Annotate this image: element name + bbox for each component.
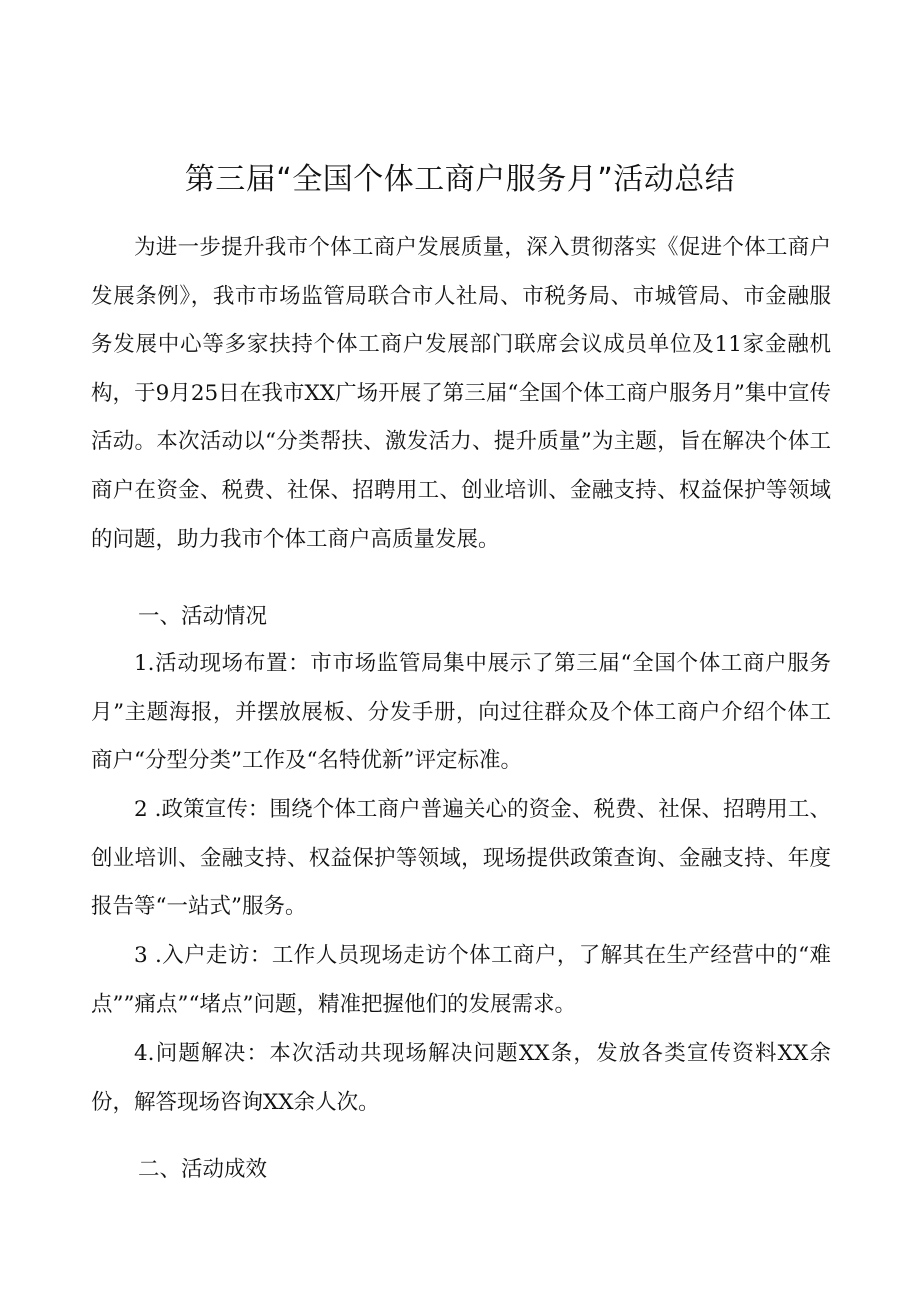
- document-title: 第三届“全国个体工商户服务月”活动总结: [184, 162, 736, 197]
- list-item-policy-promotion: 2 .政策宣传：围绕个体工商户普遍关心的资金、税费、社保、招聘用工、创业培训、金融支持、权益保护等领域，现场提供政策查询、金融支持、年度报告等“一站式”服务。: [91, 797, 831, 920]
- section-heading-activity-situation: 一、活动情况: [138, 604, 268, 629]
- section-heading-activity-results: 二、活动成效: [138, 1157, 268, 1182]
- intro-paragraph: 为进一步提升我市个体工商户发展质量，深入贯彻落实《促进个体工商户发展条例》，我市市场监管局联合市人社局、市税务局、市城管局、市金融服务发展中心等多家扶持个体工商户发展部门联席会议成员单位及11家金融机构，于9月25日在我市XX广场开展了第三届“全国个体工商户服务月”集中宣传活动。本次活动以“分类帮扶、激发活力、提升质量”为主题，旨在解决个体工商户在资金、税费、社保、招聘用工、创业培训、金融支持、权益保护等领域的问题，助力我市个体工商户高质量发展。: [91, 235, 831, 552]
- list-item-site-layout: 1.活动现场布置：市市场监管局集中展示了第三届“全国个体工商户服务月”主题海报，并摆放展板、分发手册，向过往群众及个体工商户介绍个体工商户“分型分类”工作及“名特优新”评定标准。: [91, 651, 831, 774]
- list-item-home-visits: 3 .入户走访：工作人员现场走访个体工商户，了解其在生产经营中的“难点””痛点”“堵点”问题，精准把握他们的发展需求。: [91, 943, 831, 1017]
- list-item-problem-solving: 4.问题解决：本次活动共现场解决问题XX条，发放各类宣传资料XX余份，解答现场咨询XX余人次。: [91, 1041, 831, 1115]
